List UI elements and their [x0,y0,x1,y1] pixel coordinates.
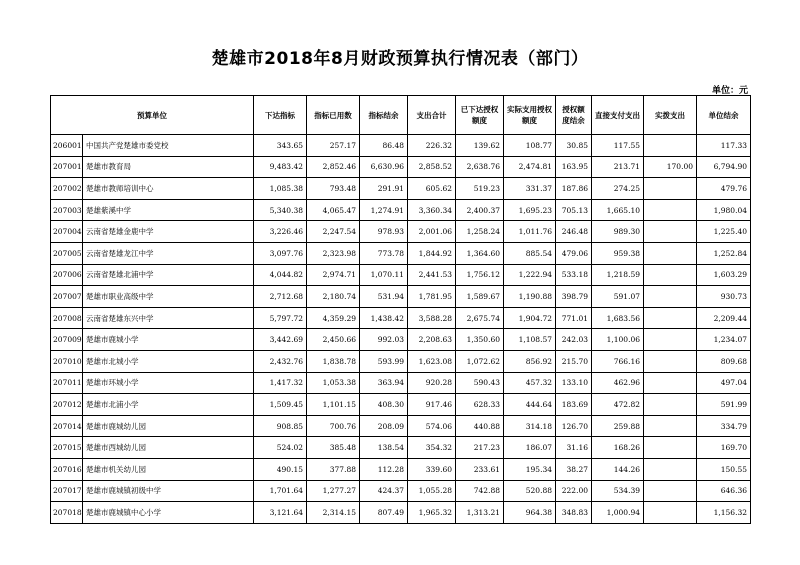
value-cell: 1,701.64 [254,480,307,502]
value-cell: 766.16 [592,350,644,372]
value-cell: 1,108.57 [504,329,556,351]
value-cell: 440.88 [456,415,504,437]
unit-name-cell: 楚雄市鹿城镇中心小学 [83,502,254,524]
column-header: 下达指标 [254,96,307,135]
value-cell: 226.32 [408,135,456,157]
unit-label: 单位：元 [711,86,748,96]
value-cell [644,329,697,351]
value-cell: 1,258.24 [456,221,504,243]
value-cell: 917.46 [408,394,456,416]
table-row [51,394,751,416]
value-cell: 242.03 [556,329,592,351]
value-cell: 1,623.08 [408,350,456,372]
header-row [51,96,751,135]
unit-code-cell: 207006 [51,264,83,286]
column-header: 预算单位 [51,96,254,135]
value-cell: 2,314.15 [307,502,360,524]
value-cell: 4,065.47 [307,199,360,221]
value-cell: 133.10 [556,372,592,394]
value-cell: 1,313.21 [456,502,504,524]
value-cell: 3,360.34 [408,199,456,221]
unit-code-cell: 207001 [51,156,83,178]
value-cell: 1,904.72 [504,307,556,329]
table-row [51,502,751,524]
unit-name-cell: 楚雄市机关幼儿园 [83,458,254,480]
value-cell: 2,858.52 [408,156,456,178]
value-cell: 457.32 [504,372,556,394]
value-cell: 9,483.42 [254,156,307,178]
value-cell: 217.23 [456,437,504,459]
value-cell: 1,277.27 [307,480,360,502]
unit-code-cell: 207018 [51,502,83,524]
value-cell: 2,400.37 [456,199,504,221]
value-cell: 334.79 [697,415,751,437]
value-cell: 31.16 [556,437,592,459]
value-cell: 1,222.94 [504,264,556,286]
value-cell [644,307,697,329]
unit-code-cell: 207016 [51,458,83,480]
value-cell: 3,442.69 [254,329,307,351]
unit-name-cell: 楚雄紫溪中学 [83,199,254,221]
value-cell: 4,359.29 [307,307,360,329]
value-cell: 1,350.60 [456,329,504,351]
column-header: 单位结余 [697,96,751,135]
unit-code-cell: 207003 [51,199,83,221]
value-cell: 490.15 [254,458,307,480]
unit-code-cell: 207010 [51,350,83,372]
table-row [51,415,751,437]
value-cell: 168.26 [592,437,644,459]
value-cell [644,286,697,308]
value-cell: 992.03 [360,329,408,351]
table-row [51,458,751,480]
value-cell: 534.39 [592,480,644,502]
value-cell: 233.61 [456,458,504,480]
value-cell: 1,509.45 [254,394,307,416]
value-cell: 479.06 [556,242,592,264]
value-cell: 259.88 [592,415,644,437]
value-cell: 108.77 [504,135,556,157]
value-cell: 591.07 [592,286,644,308]
value-cell: 574.06 [408,415,456,437]
value-cell: 1,055.28 [408,480,456,502]
value-cell: 291.91 [360,178,408,200]
value-cell: 705.13 [556,199,592,221]
value-cell: 930.73 [697,286,751,308]
unit-code-cell: 207002 [51,178,83,200]
value-cell: 195.34 [504,458,556,480]
unit-code-cell: 207004 [51,221,83,243]
unit-code-cell: 206001 [51,135,83,157]
value-cell: 354.32 [408,437,456,459]
value-cell [644,372,697,394]
value-cell: 700.76 [307,415,360,437]
table-row [51,329,751,351]
unit-name-cell: 楚雄市教育局 [83,156,254,178]
value-cell: 1,156.32 [697,502,751,524]
value-cell: 257.17 [307,135,360,157]
value-cell: 385.48 [307,437,360,459]
value-cell: 1,417.32 [254,372,307,394]
value-cell: 920.28 [408,372,456,394]
unit-name-cell: 楚雄市西城幼儿园 [83,437,254,459]
value-cell [644,221,697,243]
column-header: 实拨支出 [644,96,697,135]
value-cell: 1,252.84 [697,242,751,264]
value-cell: 1,011.76 [504,221,556,243]
value-cell: 138.54 [360,437,408,459]
value-cell: 646.36 [697,480,751,502]
value-cell: 183.69 [556,394,592,416]
value-cell: 38.27 [556,458,592,480]
value-cell: 186.07 [504,437,556,459]
value-cell [644,350,697,372]
unit-name-cell: 云南省楚雄金鹿中学 [83,221,254,243]
value-cell: 524.02 [254,437,307,459]
unit-name-cell: 楚雄市鹿城幼儿园 [83,415,254,437]
value-cell: 117.55 [592,135,644,157]
value-cell: 742.88 [456,480,504,502]
value-cell: 628.33 [456,394,504,416]
unit-name-cell: 楚雄市职业高级中学 [83,286,254,308]
value-cell: 170.00 [644,156,697,178]
value-cell: 1,781.95 [408,286,456,308]
unit-name-cell: 楚雄市环城小学 [83,372,254,394]
value-cell: 2,247.54 [307,221,360,243]
value-cell: 2,638.76 [456,156,504,178]
value-cell: 126.70 [556,415,592,437]
value-cell: 531.94 [360,286,408,308]
value-cell: 793.48 [307,178,360,200]
value-cell: 1,000.94 [592,502,644,524]
value-cell: 959.38 [592,242,644,264]
value-cell [644,415,697,437]
value-cell: 520.88 [504,480,556,502]
value-cell: 1,665.10 [592,199,644,221]
table-row [51,264,751,286]
value-cell: 274.25 [592,178,644,200]
table-row [51,307,751,329]
value-cell [644,199,697,221]
value-cell: 1,274.91 [360,199,408,221]
table-row [51,286,751,308]
unit-code-cell: 207015 [51,437,83,459]
value-cell: 5,340.38 [254,199,307,221]
table-row [51,350,751,372]
table-row [51,178,751,200]
value-cell: 2,441.53 [408,264,456,286]
unit-code-cell: 207008 [51,307,83,329]
unit-name-cell: 中国共产党楚雄市委党校 [83,135,254,157]
unit-name-cell: 楚雄市北浦小学 [83,394,254,416]
value-cell: 3,121.64 [254,502,307,524]
value-cell: 2,208.63 [408,329,456,351]
column-header: 指标结余 [360,96,408,135]
value-cell: 3,097.76 [254,242,307,264]
value-cell: 4,044.82 [254,264,307,286]
table-row [51,156,751,178]
value-cell: 1,695.23 [504,199,556,221]
value-cell: 187.86 [556,178,592,200]
value-cell: 2,712.68 [254,286,307,308]
value-cell: 2,852.46 [307,156,360,178]
value-cell: 1,683.56 [592,307,644,329]
value-cell: 2,001.06 [408,221,456,243]
value-cell: 1,053.38 [307,372,360,394]
value-cell: 2,209.44 [697,307,751,329]
value-cell [644,178,697,200]
value-cell: 605.62 [408,178,456,200]
value-cell: 462.96 [592,372,644,394]
value-cell: 1,234.07 [697,329,751,351]
column-header: 指标已用数 [307,96,360,135]
table-row [51,135,751,157]
value-cell: 2,432.76 [254,350,307,372]
budget-table [50,95,751,524]
value-cell: 314.18 [504,415,556,437]
value-cell [644,480,697,502]
value-cell: 885.54 [504,242,556,264]
unit-name-cell: 楚雄市鹿城小学 [83,329,254,351]
value-cell: 1,756.12 [456,264,504,286]
value-cell: 144.26 [592,458,644,480]
value-cell: 773.78 [360,242,408,264]
value-cell: 2,323.98 [307,242,360,264]
value-cell: 377.88 [307,458,360,480]
value-cell: 1,072.62 [456,350,504,372]
unit-name-cell: 云南省楚雄北浦中学 [83,264,254,286]
unit-code-cell: 207007 [51,286,83,308]
value-cell [644,437,697,459]
value-cell: 398.79 [556,286,592,308]
value-cell: 424.37 [360,480,408,502]
value-cell: 1,589.67 [456,286,504,308]
unit-code-cell: 207005 [51,242,83,264]
value-cell: 1,980.04 [697,199,751,221]
value-cell: 497.04 [697,372,751,394]
value-cell: 978.93 [360,221,408,243]
unit-code-cell: 207012 [51,394,83,416]
value-cell: 1,190.88 [504,286,556,308]
column-header: 实际支用授权额度 [504,96,556,135]
value-cell: 139.62 [456,135,504,157]
unit-name-cell: 云南省楚雄东兴中学 [83,307,254,329]
value-cell: 2,180.74 [307,286,360,308]
unit-name-cell: 楚雄市教师培训中心 [83,178,254,200]
value-cell: 1,965.32 [408,502,456,524]
value-cell: 1,844.92 [408,242,456,264]
value-cell: 86.48 [360,135,408,157]
column-header: 授权额度结余 [556,96,592,135]
value-cell: 408.30 [360,394,408,416]
value-cell: 6,794.90 [697,156,751,178]
value-cell [644,502,697,524]
table-row [51,372,751,394]
value-cell: 3,588.28 [408,307,456,329]
value-cell: 213.71 [592,156,644,178]
value-cell [644,458,697,480]
unit-code-cell: 207009 [51,329,83,351]
value-cell: 3,226.46 [254,221,307,243]
value-cell: 222.00 [556,480,592,502]
value-cell: 2,474.81 [504,156,556,178]
value-cell: 989.30 [592,221,644,243]
value-cell: 169.70 [697,437,751,459]
unit-name-cell: 楚雄市北城小学 [83,350,254,372]
value-cell: 809.68 [697,350,751,372]
value-cell: 807.49 [360,502,408,524]
value-cell: 964.38 [504,502,556,524]
value-cell: 444.64 [504,394,556,416]
table-row [51,199,751,221]
table-row [51,480,751,502]
value-cell: 1,085.38 [254,178,307,200]
column-header: 支出合计 [408,96,456,135]
table-row [51,242,751,264]
value-cell: 331.37 [504,178,556,200]
value-cell: 150.55 [697,458,751,480]
value-cell: 5,797.72 [254,307,307,329]
value-cell: 771.01 [556,307,592,329]
value-cell: 363.94 [360,372,408,394]
unit-name-cell: 楚雄市鹿城镇初级中学 [83,480,254,502]
value-cell: 2,450.66 [307,329,360,351]
value-cell [644,242,697,264]
value-cell: 163.95 [556,156,592,178]
value-cell: 1,603.29 [697,264,751,286]
table-row [51,221,751,243]
value-cell: 1,438.42 [360,307,408,329]
unit-code-cell: 207011 [51,372,83,394]
value-cell: 591.99 [697,394,751,416]
value-cell [644,394,697,416]
value-cell: 215.70 [556,350,592,372]
value-cell: 1,225.40 [697,221,751,243]
value-cell: 339.60 [408,458,456,480]
value-cell: 2,974.71 [307,264,360,286]
value-cell: 472.82 [592,394,644,416]
value-cell: 2,675.74 [456,307,504,329]
value-cell: 519.23 [456,178,504,200]
column-header: 已下达授权额度 [456,96,504,135]
value-cell: 1,364.60 [456,242,504,264]
value-cell: 1,101.15 [307,394,360,416]
value-cell: 1,218.59 [592,264,644,286]
page-title: 楚雄市2018年8月财政预算执行情况表（部门） [211,49,589,69]
value-cell: 1,100.06 [592,329,644,351]
table-row [51,437,751,459]
value-cell: 590.43 [456,372,504,394]
value-cell: 117.33 [697,135,751,157]
unit-code-cell: 207014 [51,415,83,437]
value-cell: 1,070.11 [360,264,408,286]
value-cell: 343.65 [254,135,307,157]
unit-code-cell: 207017 [51,480,83,502]
value-cell: 856.92 [504,350,556,372]
value-cell: 1,838.78 [307,350,360,372]
value-cell: 479.76 [697,178,751,200]
value-cell: 246.48 [556,221,592,243]
value-cell: 593.99 [360,350,408,372]
column-header: 直接支付支出 [592,96,644,135]
value-cell: 30.85 [556,135,592,157]
value-cell [644,135,697,157]
value-cell: 112.28 [360,458,408,480]
value-cell [644,264,697,286]
value-cell: 533.18 [556,264,592,286]
value-cell: 908.85 [254,415,307,437]
unit-name-cell: 云南省楚雄龙江中学 [83,242,254,264]
value-cell: 6,630.96 [360,156,408,178]
value-cell: 208.09 [360,415,408,437]
value-cell: 348.83 [556,502,592,524]
